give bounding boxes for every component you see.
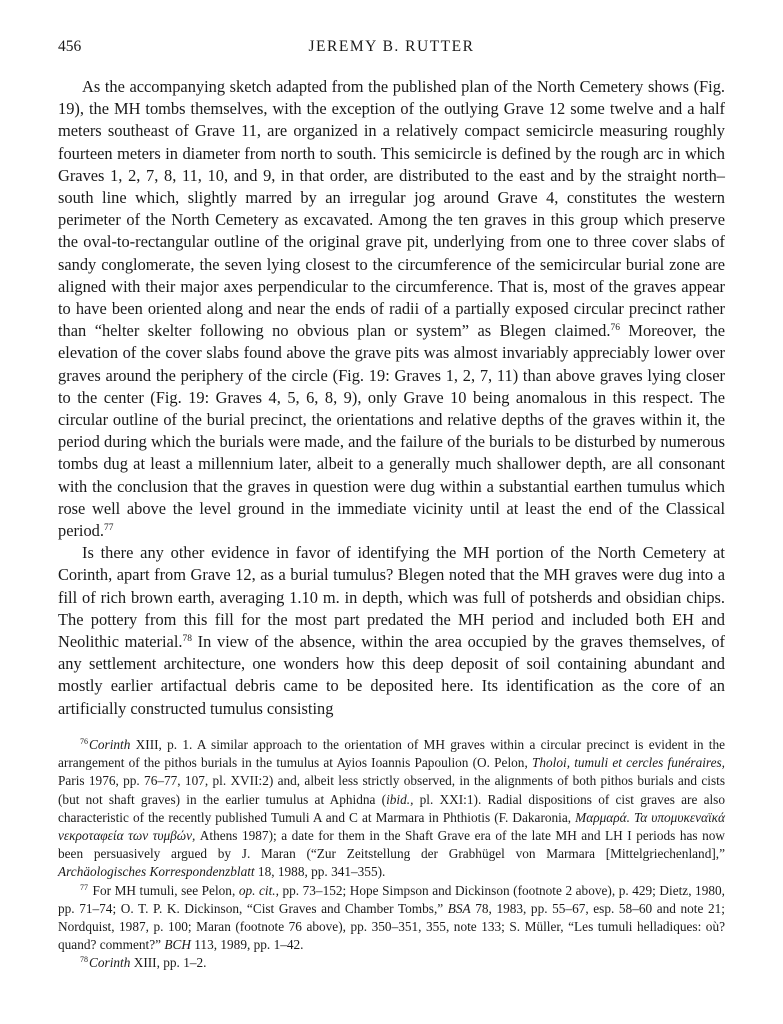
running-head: JEREMY B. RUTTER — [308, 38, 475, 55]
footnote-ref[interactable]: 76 — [610, 323, 620, 334]
paragraph: As the accompanying sketch adapted from the published plan of the North Cemetery shows (Fig. 19), the MH tombs themselves, with the exception of the outlying Grave 12 some twelve and a half meters southeast of Grave 11, are organized in a relatively compact semicircle measuring roughly fourteen meters in diameter from north to south. This semicircle is defined by the rough arc in which Graves 1, 2, 7, 8, 11, 10, and 9, in that order, are distributed to the east and by the straight north–south line which, slightly marred by an irregular jog around Grave 4, constitutes the western perimeter of the North Cemetery as excavated. Among the ten graves in this group which preserve the oval-to-rectangular outline of the original grave pit, underlying from one to three cover slabs of sandy conglomerate, the seven lying closest to the circumference of the semicircular burial zone are aligned with their major axes perpendicular to the circumference. That is, most of the graves appear to have been oriented along and near the ends of radii of a partially exposed circular precinct rather than “helter skelter following no obvious plan or system” as Blegen claimed.$^{76}$ Moreover, the elevation of the cover slabs found above the grave pits was almost invariably appreciably lower over graves around the periphery of the circle (Fig. 19: Graves 1, 2, 7, 11) than above graves lying closer to the center (Fig. 19: Graves 4, 5, 6, 8, 9), only Grave 10 being anomalous in this respect. The circular outline of the burial precinct, the orientations and relative depths of the graves within it, the period during which the burials were made, and the failure of the burials to be disturbed by numerous tombs dug at least a millennium later, albeit to a generally much shallower depth, are all consonant with the conclusion that the graves in question were dug within a substantial earthen tumulus which rose well above the level ground in the immediate vicinity until at least the end of the Classical period.$^{77}$ — [58, 77, 725, 541]
paragraph: Is there any other evidence in favor of identifying the MH portion of the North Cemetery at Corinth, apart from Grave 12, as a burial tumulus? Blegen noted that the MH graves were dug into a fill of rich brown earth, averaging 1.10 m. in depth, which was full of potsherds and obsidian chips. The pottery from this fill for the most part predated the MH period and included both EH and Neolithic material.$^{78}$ In view of the absence, within the area occupied by the graves themselves, of any settlement architecture, one wonders how this deep deposit of soil containing abundant and mostly earlier artifactual debris came to be deposited here. Its identification as the core of an artificially constructed tumulus consisting — [58, 543, 725, 718]
footnote-76: $^{76}$Corinth XIII, p. 1. A similar approach to the orientation of MH graves within a circular precinct is evident in the arrangement of the pithos burials in the tumulus at Ayios Ioannis Papoulion (O. Pelon, Tholoi, tumuli et cercles funéraires, Paris 1976, pp. 76–77, 107, pl. XVII:2) and, albeit less strictly observed, in the alignments of both pithos burials and cists (but not shaft graves) in the earlier tumulus at Aphidna (ibid., pl. XXI:1). Radial dispositions of cist graves are also characteristic of the recently published Tumuli A and C at Marmara in Phthiotis (F. Dakaronia, Μαρμαρά. Τα υπομυκεναϊκά νεκροταφεία των τυμβών, Athens 1987); a date for them in the Shaft Grave era of the late MH and LH I periods has now been persuasively argued by J. Maran (“Zur Zeitstellung der Grabhügel von Marmara [Mittelgriechenland],” Archäologisches Korrespondenzblatt 18, 1988, pp. 341–355). — [58, 736, 726, 880]
page-header — [58, 38, 725, 64]
footnote-ref[interactable]: 78 — [182, 634, 192, 645]
main-text — [58, 76, 725, 720]
footnotes — [58, 736, 725, 973]
footnote-78: $^{78}$Corinth XIII, pp. 1–2. — [80, 955, 207, 971]
footnote-ref[interactable]: 77 — [103, 523, 114, 534]
footnote-77: $^{77}$ For MH tumuli, see Pelon, op. cit., pp. 73–152; Hope Simpson and Dickinson (footnote 2 above), p. 429; Dietz, 1980, pp. 71–74; O. T. P. K. Dickinson, “Cist Graves and Chamber Tombs,” BSA 78, 1983, pp. 55–67, esp. 58–60 and note 21; Nordquist, 1987, p. 100; Maran (footnote 76 above), pp. 350–351, 355, note 133; S. Müller, “Les tumuli helladiques: où? quand? comment?” BCH 113, 1989, pp. 1–42. — [58, 882, 725, 953]
page-number: 456 — [58, 38, 82, 55]
